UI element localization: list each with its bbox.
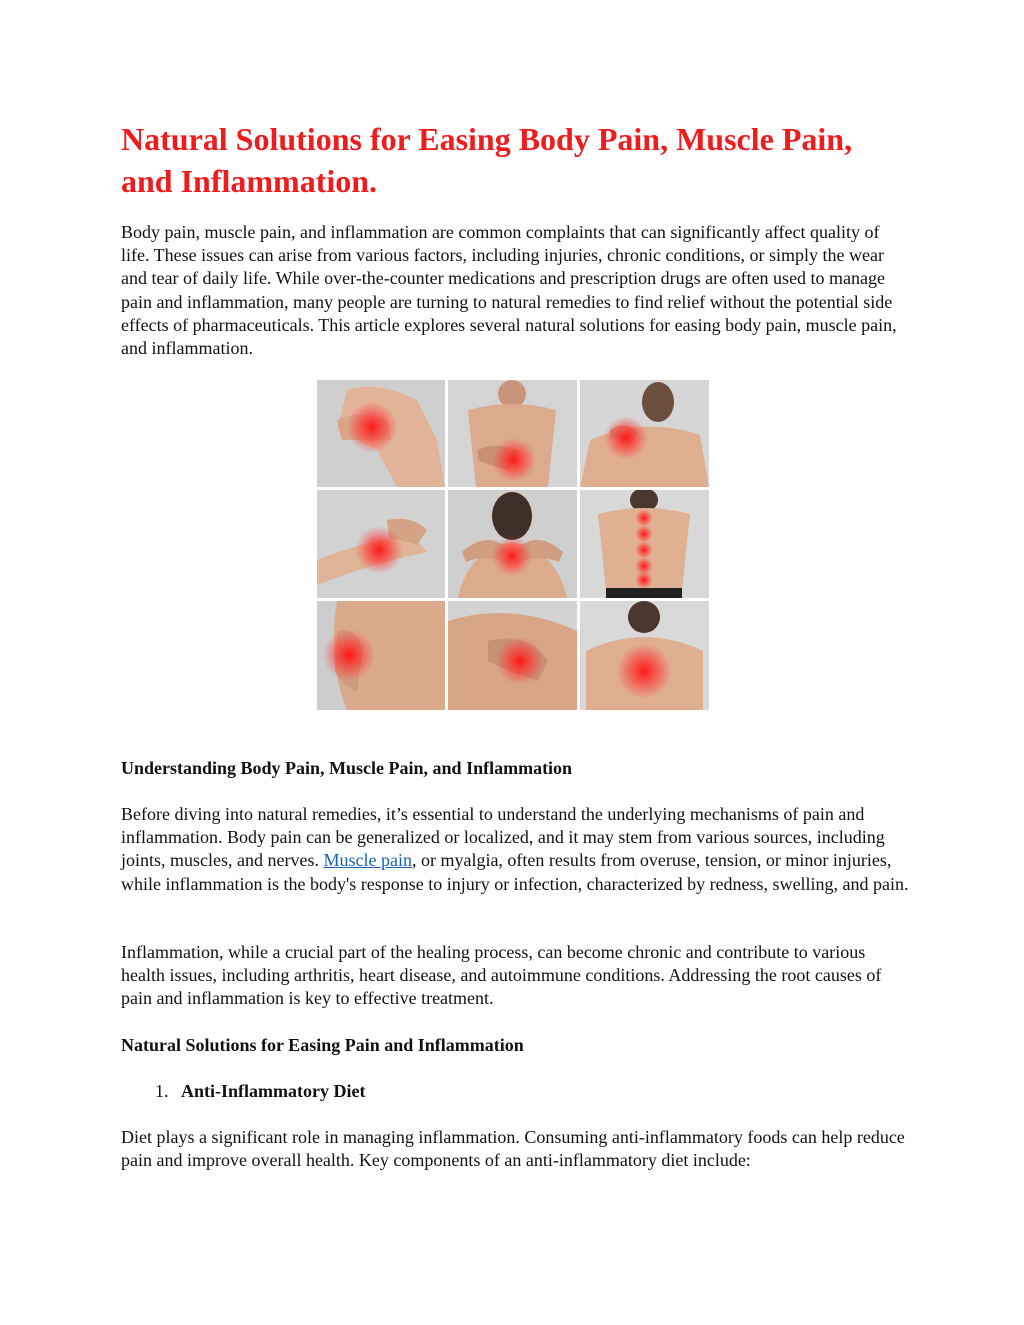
elbow-pain-image <box>317 380 445 487</box>
body-pain-image-grid <box>317 380 709 710</box>
lower-back-pain-image <box>448 380 577 487</box>
upper-arm-pain-image <box>317 601 445 710</box>
intro-paragraph: Body pain, muscle pain, and inflammation are common complaints that can significantly affect quality of life. These issues can arise from various factors, including injuries, chronic conditions, or simply the wear and tear of daily life. While over-the-counter medications and prescription drugs are often used to manage pain and inflammation, many people are turning to natural remedies to find relief without the potential side effects of pharmaceuticals. This article explores several natural solutions for easing body pain, muscle pain, and inflammation. <box>121 222 897 359</box>
wrist-pain-image <box>317 490 445 598</box>
muscle-pain-link[interactable]: Muscle pain <box>323 850 412 871</box>
understanding-paragraph <box>121 803 911 896</box>
understanding-text-end: , or myalgia, often results from overuse, tension, or minor injuries, while inflammation is the body's response to injury or infection, characterized by redness, swelling, and pain. <box>121 850 909 894</box>
article-title: Natural Solutions for Easing Body Pain, Muscle Pain, and Inflammation. <box>121 121 853 199</box>
list-item <box>155 1080 365 1103</box>
list-item-number: 1. <box>155 1081 169 1101</box>
upper-back-pain-image <box>580 601 709 710</box>
diet-paragraph: Diet plays a significant role in managing inflammation. Consuming anti-inflammatory foods can help reduce pain and improve overall health. Key components of an anti-inflammatory diet include: <box>121 1127 905 1171</box>
understanding-text-start: Before diving into natural remedies, it’s essential to understand the underlying mechanisms of pain and inflammation. Body pain can be generalized or localized, and it may stem from various sources, including joints, muscles, and nerves. <box>121 804 885 871</box>
neck-pain-image <box>448 490 577 598</box>
shoulder-pain-image <box>580 380 709 487</box>
section-heading-natural-solutions: Natural Solutions for Easing Pain and Inflammation <box>121 1035 524 1055</box>
spine-pain-image <box>580 490 709 598</box>
inflammation-paragraph: Inflammation, while a crucial part of the healing process, can become chronic and contribute to various health issues, including arthritis, heart disease, and autoimmune conditions. Addressing the root causes of pain and inflammation is key to effective treatment. <box>121 942 882 1009</box>
section-heading-understanding: Understanding Body Pain, Muscle Pain, and Inflammation <box>121 758 573 778</box>
list-item-label: Anti-Inflammatory Diet <box>181 1081 366 1101</box>
shoulder-blade-pain-image <box>448 601 577 710</box>
